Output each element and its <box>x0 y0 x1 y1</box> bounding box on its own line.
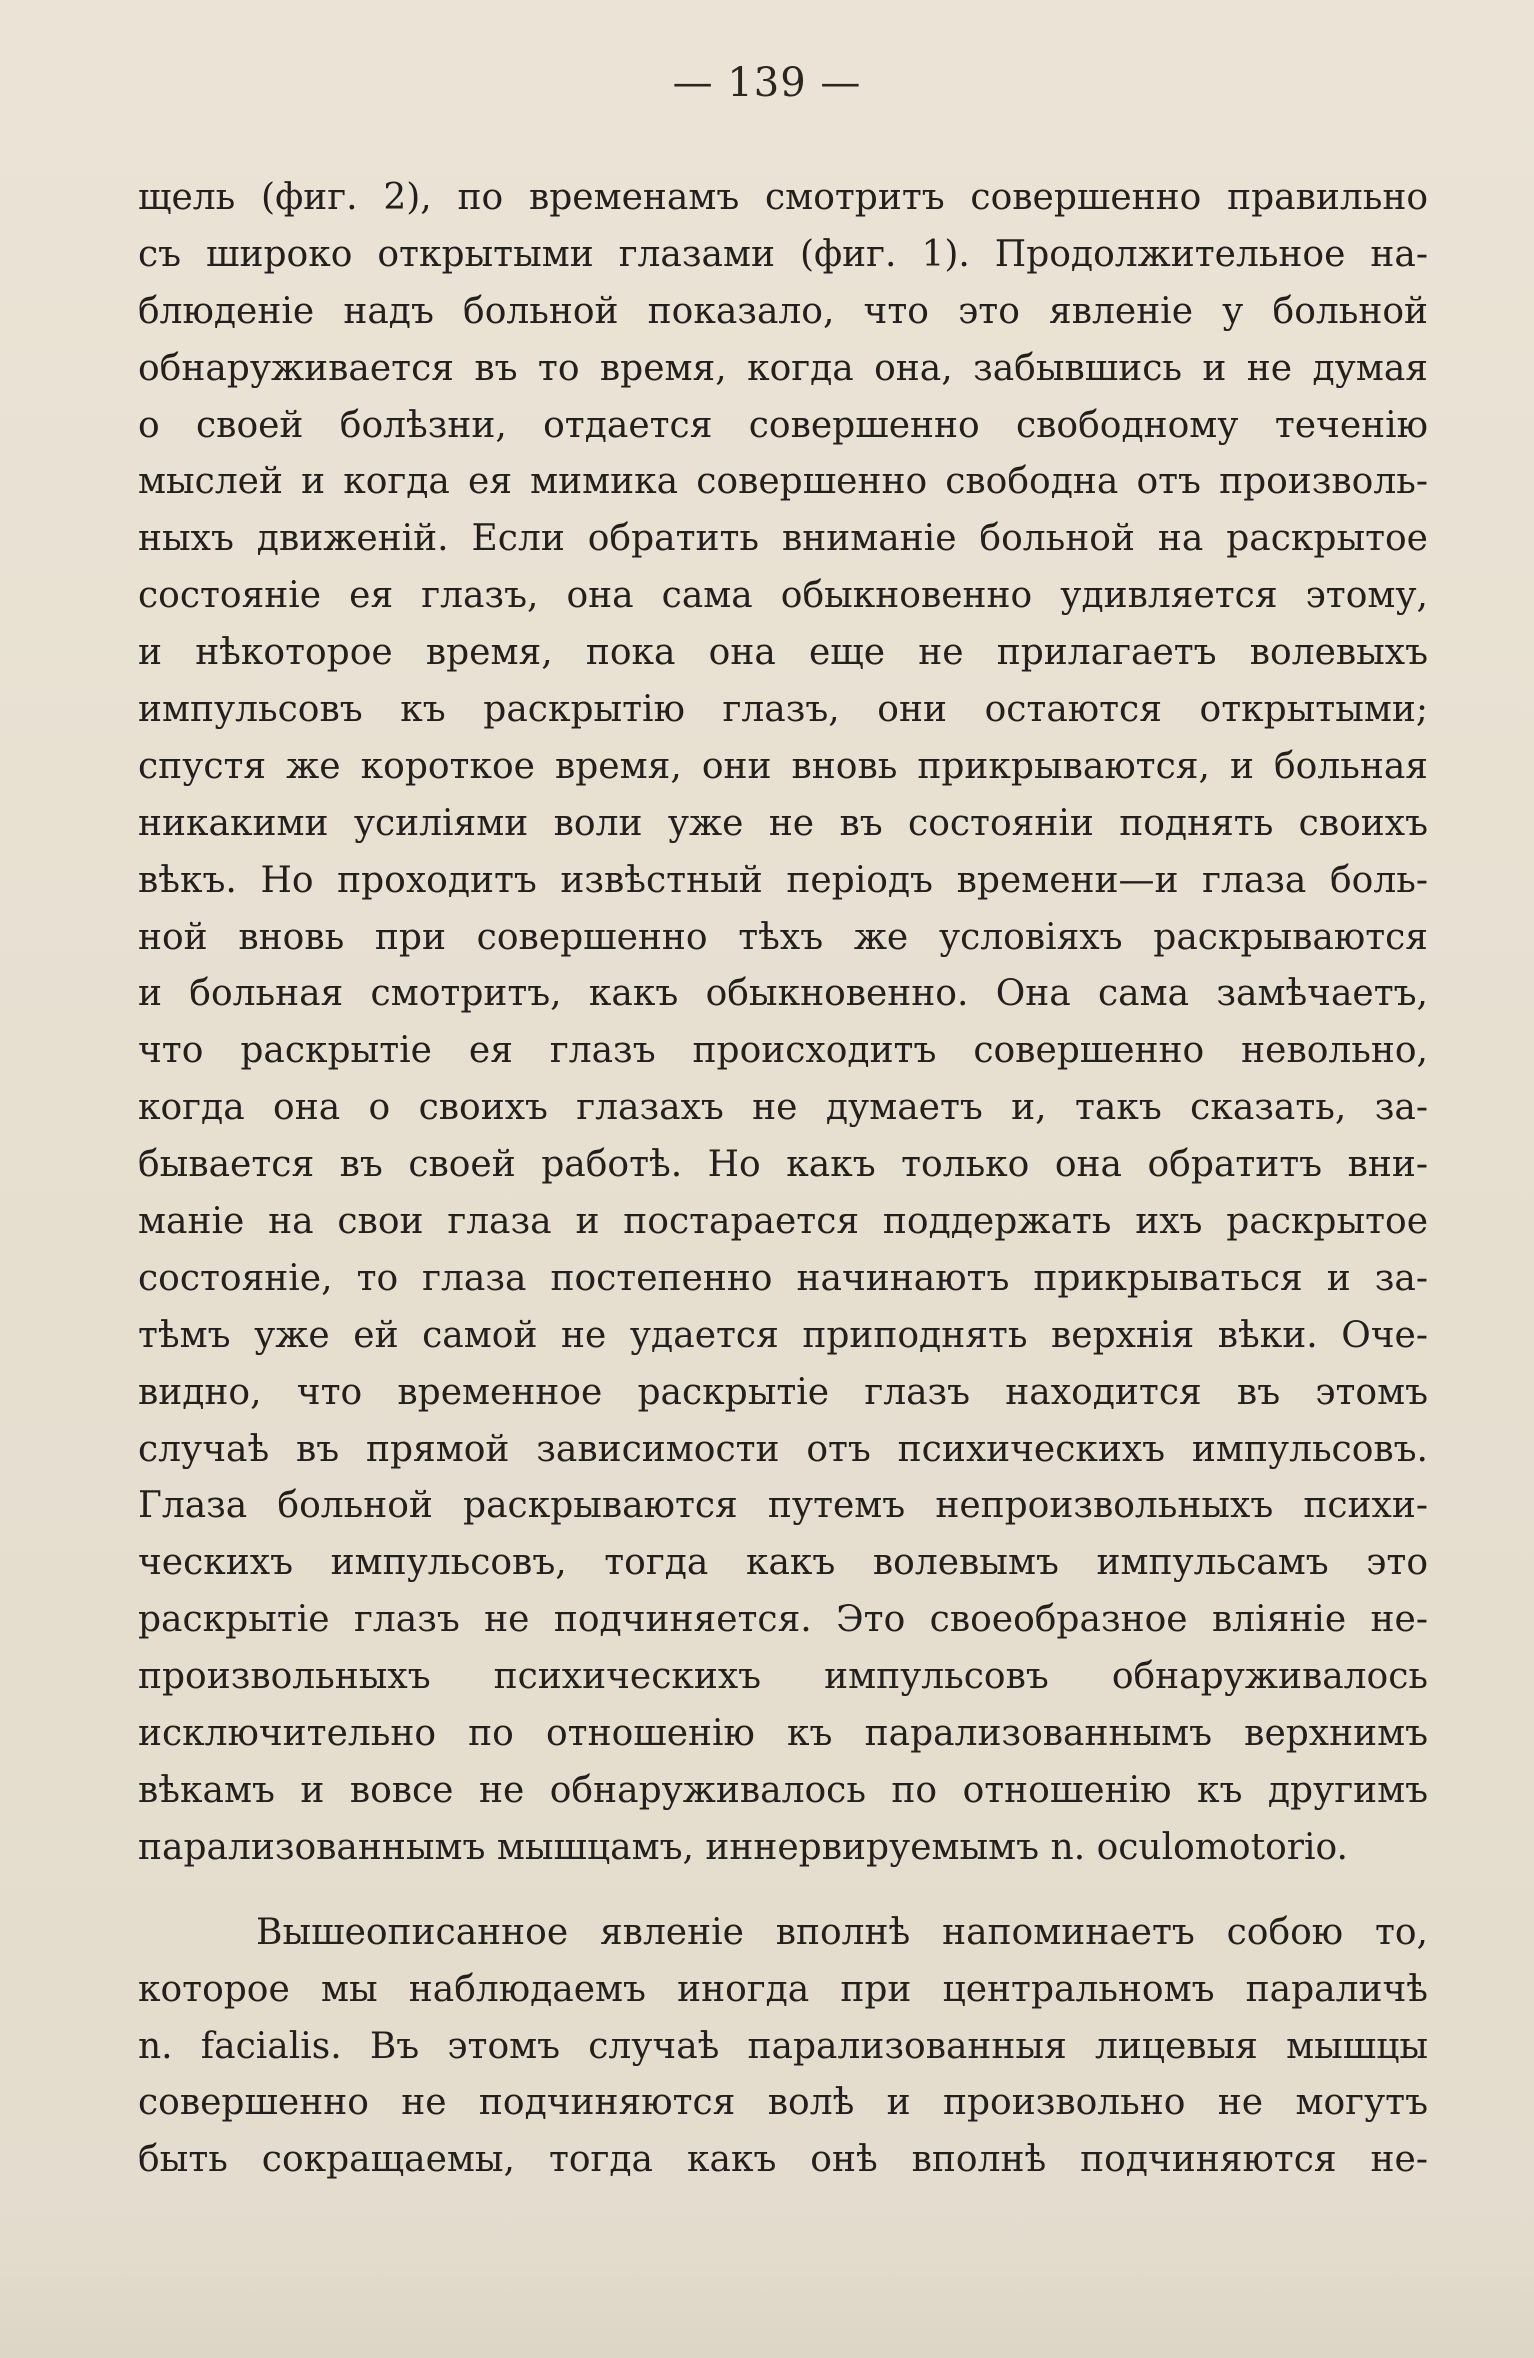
text-line: тѣмъ уже ей самой не удается приподнять верхнiя вѣки. Оче- <box>138 1314 1428 1356</box>
text-line: ной вновь при совершенно тѣхъ же условiяхъ раскрываются <box>138 916 1428 958</box>
text-line: никакими усилiями воли уже не въ состоянiи поднять своихъ <box>138 802 1428 844</box>
text-line: вѣкъ. Но проходитъ извѣстный перiодъ времени—и глаза боль- <box>138 859 1428 901</box>
text-line: ческихъ импульсовъ, тогда какъ волевымъ импульсамъ это <box>138 1542 1428 1584</box>
page-number: — 139 — <box>672 60 862 106</box>
text-line: совершенно не подчиняются волѣ и произвольно не могутъ <box>138 2082 1428 2124</box>
text-line: спустя же короткое время, они вновь прикрываются, и больная <box>138 745 1428 787</box>
text-line: когда она о своихъ глазахъ не думаетъ и, такъ сказать, за- <box>138 1087 1428 1129</box>
text-line: блюденiе надъ больной показало, что это явленiе у больной <box>138 290 1428 332</box>
text-line: n. facialis. Въ этомъ случаѣ парализованныя лицевыя мышцы <box>138 2025 1428 2067</box>
text-line: мыслей и когда ея мимика совершенно свободна отъ произволь- <box>138 461 1428 503</box>
text-line: вѣкамъ и вовсе не обнаруживалось по отношенiю къ другимъ <box>138 1769 1428 1811</box>
text-line: бывается въ своей работѣ. Но какъ только она обратитъ вни- <box>138 1144 1428 1186</box>
text-line: съ широко открытыми глазами (фиг. 1). Продолжительное на- <box>138 233 1428 275</box>
text-line: раскрытiе глазъ не подчиняется. Это своеобразное влiянiе не- <box>138 1599 1428 1641</box>
text-line: манiе на свои глаза и постарается поддержать ихъ раскрытое <box>138 1201 1428 1243</box>
text-line: ныхъ движенiй. Если обратить вниманiе больной на раскрытое <box>138 518 1428 560</box>
text-line: Глаза больной раскрываются путемъ непроизвольныхъ психи- <box>138 1485 1428 1527</box>
page-bottom-shading <box>0 2240 1534 2358</box>
text-line: состоянiе, то глаза постепенно начинаютъ прикрываться и за- <box>138 1257 1428 1299</box>
text-line: видно, что временное раскрытiе глазъ находится въ этомъ <box>138 1371 1428 1413</box>
text-line: случаѣ въ прямой зависимости отъ психическихъ импульсовъ. <box>138 1428 1428 1470</box>
text-line: быть сокращаемы, тогда какъ онѣ вполнѣ подчиняются не- <box>138 2139 1428 2181</box>
text-line: произвольныхъ психическихъ импульсовъ обнаруживалось <box>138 1656 1428 1698</box>
paragraph-2 <box>138 1905 1428 2189</box>
text-line: о своей болѣзни, отдается совершенно свободному теченiю <box>138 404 1428 446</box>
paragraph-1 <box>138 170 1428 1877</box>
text-line: импульсовъ къ раскрытiю глазъ, они остаются открытыми; <box>138 689 1428 731</box>
text-line: обнаруживается въ то время, когда она, забывшись и не думая <box>138 347 1428 389</box>
text-line: щель (фиг. 2), по временамъ смотритъ совершенно правильно <box>138 177 1428 218</box>
body-text <box>138 170 1428 2189</box>
text-line: Вышеописанное явленiе вполнѣ напоминаетъ собою то, <box>256 1911 1428 1953</box>
paragraph-gap <box>138 1877 1428 1905</box>
text-line: которое мы наблюдаемъ иногда при центральномъ параличѣ <box>138 1968 1428 2010</box>
text-line: и нѣкоторое время, пока она еще не прилагаетъ волевыхъ <box>138 632 1428 674</box>
text-line: что раскрытiе ея глазъ происходитъ совершенно невольно, <box>138 1030 1428 1072</box>
text-line: состоянiе ея глазъ, она сама обыкновенно удивляется этому, <box>138 575 1428 617</box>
text-line: парализованнымъ мышцамъ, иннервируемымъ n. oculomotorio. <box>138 1826 1348 1868</box>
text-line: исключительно по отношенiю къ парализованнымъ верхнимъ <box>138 1713 1428 1755</box>
text-line: и больная смотритъ, какъ обыкновенно. Она сама замѣчаетъ, <box>138 973 1428 1015</box>
